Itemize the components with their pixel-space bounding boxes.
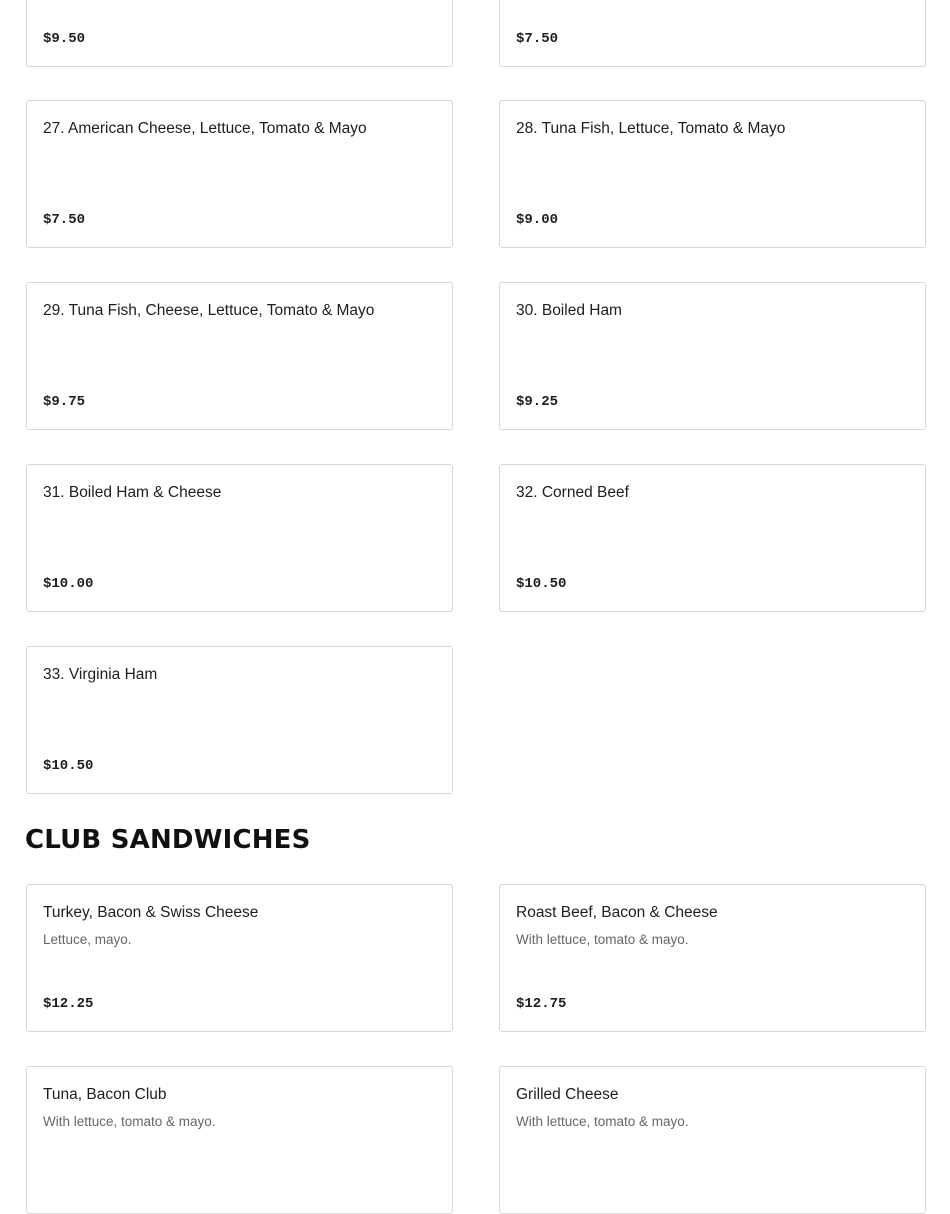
menu-item-card[interactable] — [26, 100, 453, 248]
item-description: With lettuce, tomato & mayo. — [516, 932, 689, 947]
menu-item-card[interactable] — [499, 282, 926, 430]
item-price: $9.75 — [43, 394, 86, 410]
item-name: 29. Tuna Fish, Cheese, Lettuce, Tomato & Mayo — [43, 302, 375, 319]
item-price: $10.50 — [516, 576, 567, 592]
item-price: $9.25 — [516, 394, 559, 410]
item-description: With lettuce, tomato & mayo. — [516, 1114, 689, 1129]
menu-item-card[interactable] — [26, 282, 453, 430]
menu-item-card[interactable] — [499, 464, 926, 612]
menu-item-card[interactable] — [26, 646, 453, 794]
item-price: $12.25 — [43, 996, 94, 1012]
item-name: Turkey, Bacon & Swiss Cheese — [43, 904, 259, 921]
item-name: Grilled Cheese — [516, 1086, 619, 1103]
item-name: 28. Tuna Fish, Lettuce, Tomato & Mayo — [516, 120, 786, 137]
menu-item-card[interactable] — [26, 1066, 453, 1214]
item-name: 30. Boiled Ham — [516, 302, 622, 319]
item-price: $9.00 — [516, 212, 559, 228]
item-name: 27. American Cheese, Lettuce, Tomato & Mayo — [43, 120, 367, 137]
item-price: $7.50 — [516, 31, 559, 47]
menu-item-card[interactable] — [499, 100, 926, 248]
item-name: Tuna, Bacon Club — [43, 1086, 167, 1103]
item-price: $7.50 — [43, 212, 86, 228]
item-description: With lettuce, tomato & mayo. — [43, 1114, 216, 1129]
item-name: 32. Corned Beef — [516, 484, 629, 501]
menu-item-card[interactable] — [499, 0, 926, 67]
menu-item-card[interactable] — [26, 884, 453, 1032]
item-name: 31. Boiled Ham & Cheese — [43, 484, 222, 501]
item-price: $10.00 — [43, 576, 94, 592]
menu-item-card[interactable] — [499, 1066, 926, 1214]
item-price: $10.50 — [43, 758, 94, 774]
menu-item-card[interactable] — [26, 464, 453, 612]
item-name: 33. Virginia Ham — [43, 666, 158, 683]
item-description: Lettuce, mayo. — [43, 932, 132, 947]
item-price: $9.50 — [43, 31, 86, 47]
item-name: Roast Beef, Bacon & Cheese — [516, 904, 718, 921]
item-price: $12.75 — [516, 996, 567, 1012]
section-title-club-sandwiches: CLUB SANDWICHES — [25, 825, 311, 855]
menu-item-card[interactable] — [499, 884, 926, 1032]
menu-item-card[interactable] — [26, 0, 453, 67]
